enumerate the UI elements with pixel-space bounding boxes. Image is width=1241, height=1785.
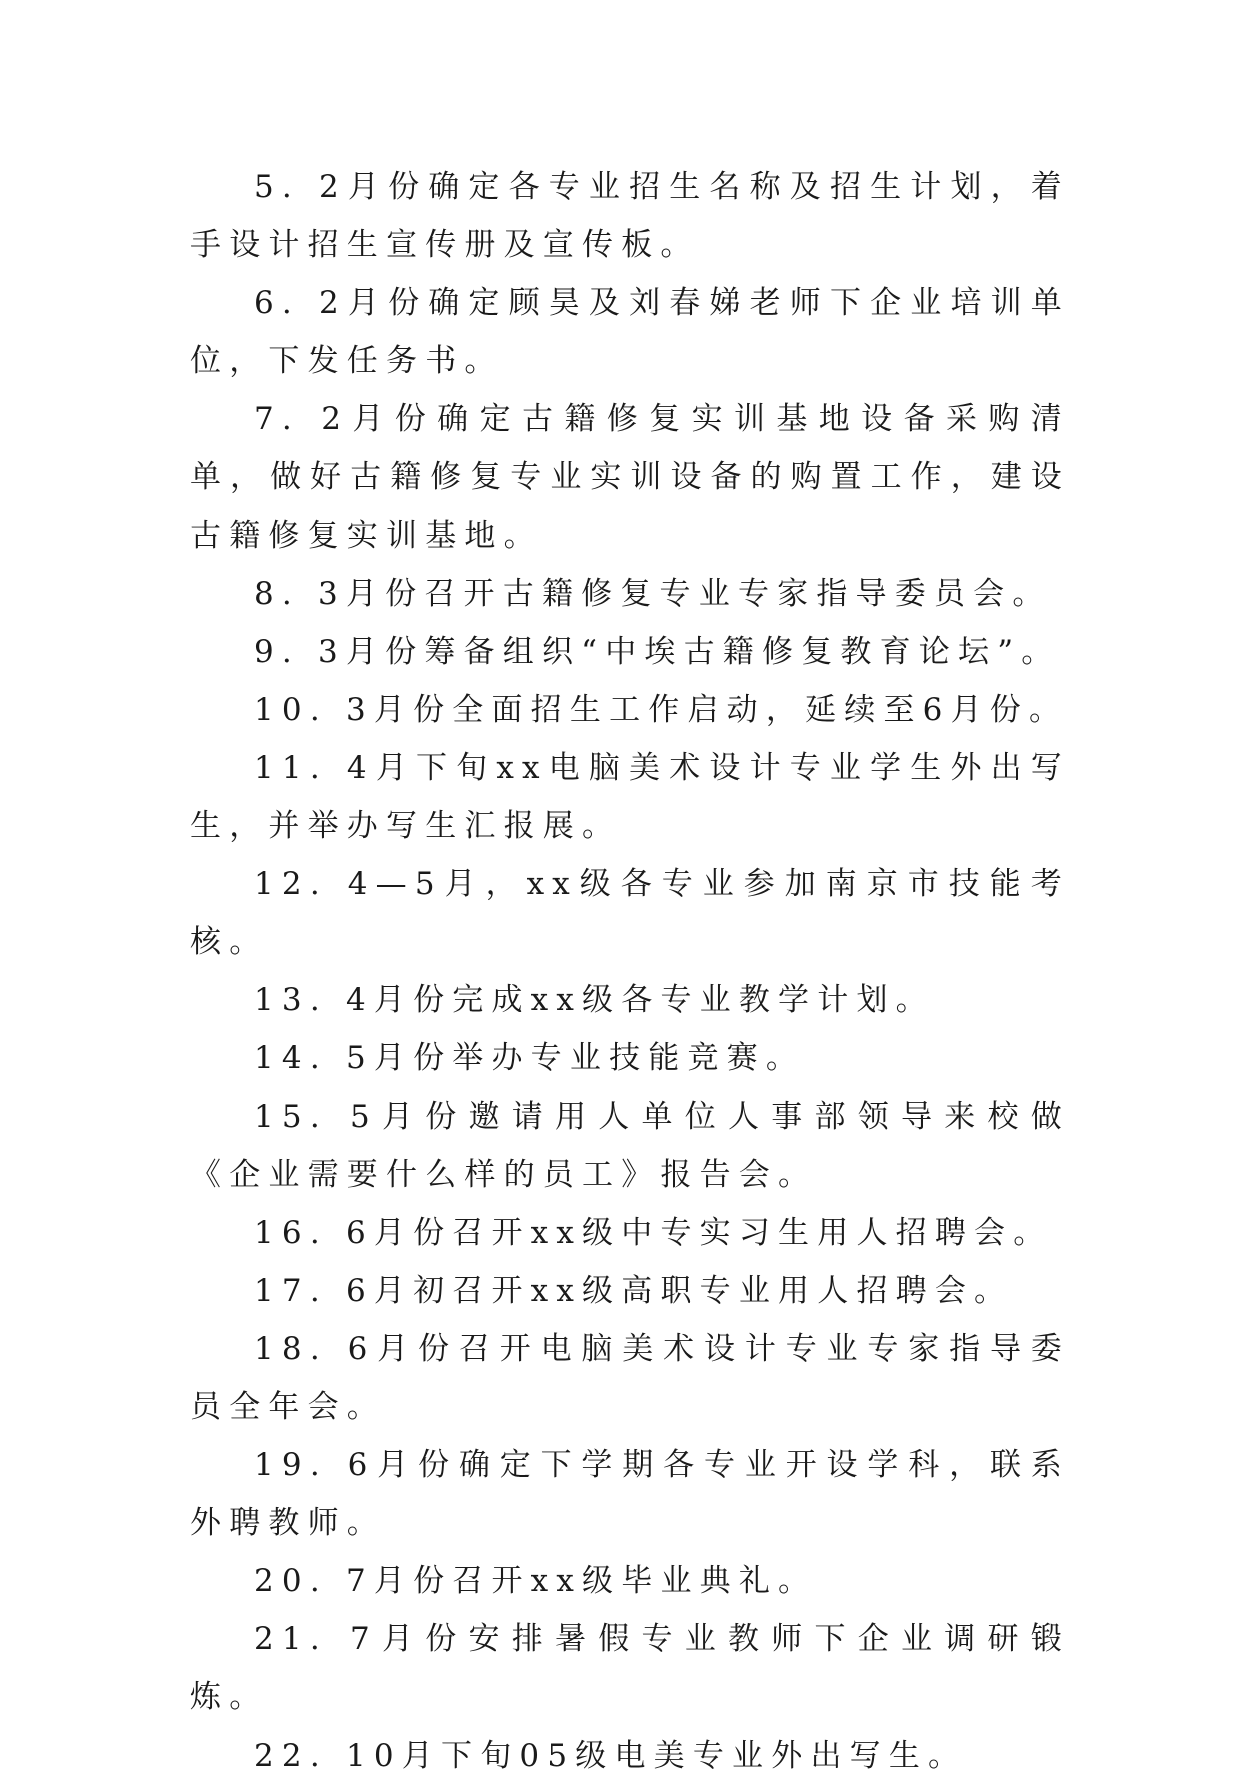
paragraph-item-6: 6. 2月份确定顾昊及刘春娣老师下企业培训单位，下发任务书。 [190,285,1070,380]
paragraph-item-19: 19. 6月份确定下学期各专业开设学科，联系外聘教师。 [190,1447,1070,1542]
paragraph-item-13: 13. 4月份完成xx级各专业教学计划。 [254,982,935,1019]
paragraph-item-16: 16. 6月份召开xx级中专实习生用人招聘会。 [254,1214,1053,1251]
paragraph-item-17: 17. 6月初召开xx级高职专业用人招聘会。 [254,1272,1014,1309]
paragraph-item-7: 7. 2月份确定古籍修复实训基地设备采购清单，做好古籍修复专业实训设备的购置工作，建设古籍修复实训基地。 [190,401,1070,554]
paragraph-item-8: 8. 3月份召开古籍修复专业专家指导委员会。 [254,575,1052,612]
paragraph-item-11: 11. 4月下旬xx电脑美术设计专业学生外出写生，并举办写生汇报展。 [190,749,1070,845]
paragraph-item-12: 12. 4—5月，xx级各专业参加南京市技能考核。 [190,866,1070,961]
paragraph-item-21: 21. 7月份安排暑假专业教师下企业调研锻炼。 [190,1621,1070,1716]
paragraph-item-5: 5. 2月份确定各专业招生名称及招生计划，着手设计招生宣传册及宣传板。 [190,169,1070,264]
paragraph-item-20: 20. 7月份召开xx级毕业典礼。 [254,1563,818,1600]
document-body [190,158,1070,1785]
paragraph-item-10: 10. 3月份全面招生工作启动，延续至6月份。 [254,691,1069,728]
paragraph-item-15: 15. 5月份邀请用人单位人事部领导来校做《企业需要什么样的员工》报告会。 [190,1098,1070,1193]
paragraph-item-18: 18. 6月份召开电脑美术设计专业专家指导委员全年会。 [190,1330,1070,1425]
paragraph-item-9: 9. 3月份筹备组织“中埃古籍修复教育论坛”。 [254,633,1061,670]
paragraph-item-22: 22. 10月下旬05级电美专业外出写生。 [254,1737,968,1774]
paragraph-item-14: 14. 5月份举办专业技能竞赛。 [254,1040,806,1077]
